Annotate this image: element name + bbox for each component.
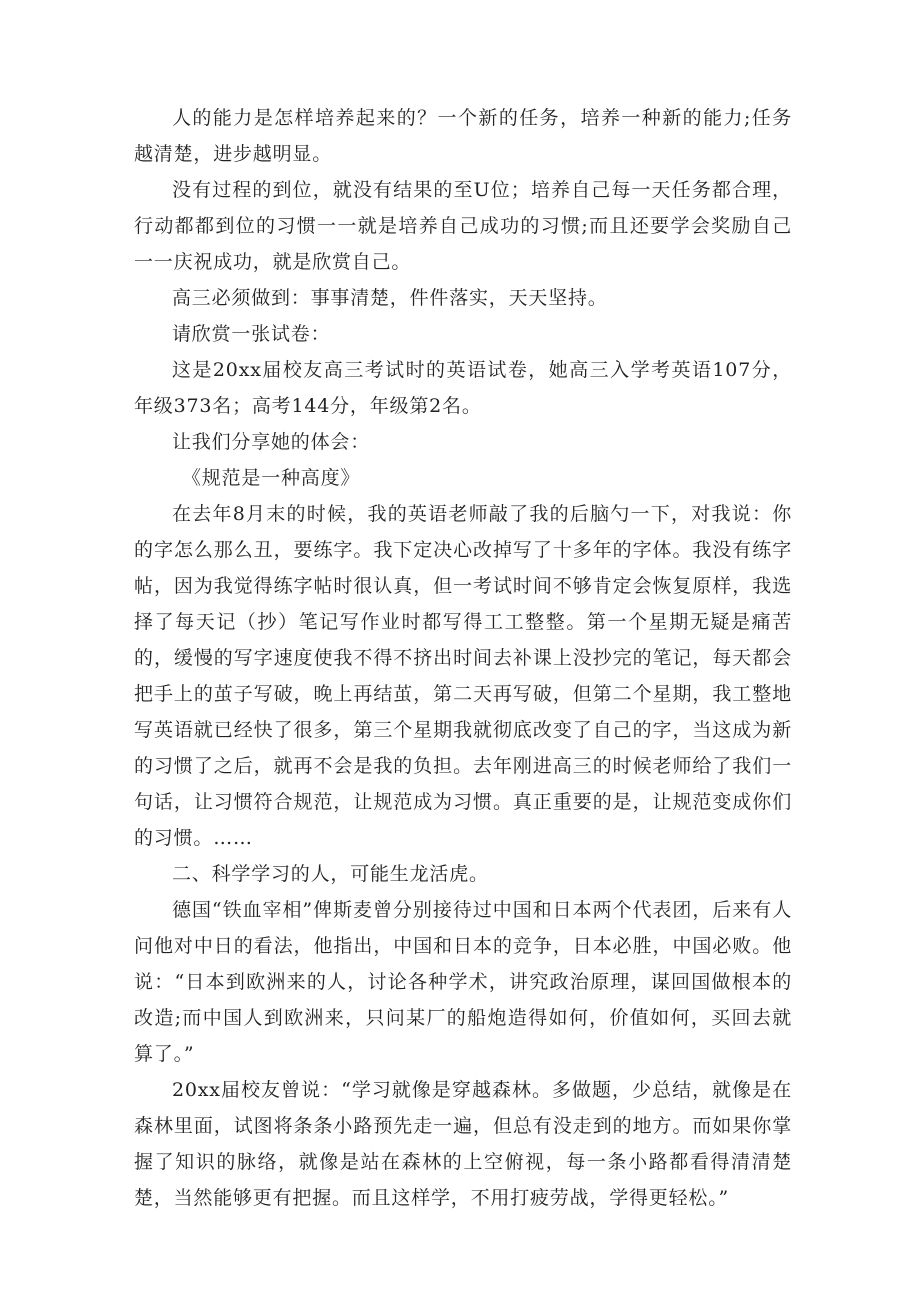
- paragraph-ability: 人的能力是怎样培养起来的？一个新的任务，培养一种新的能力;任务越清楚，进步越明显。: [134, 107, 792, 165]
- document-page: [134, 100, 792, 1216]
- paragraph-forest-analogy: 20xx届校友曾说：“学习就像是穿越森林。多做题，少总结，就像是在森林里面，试图将条条小路预先走一遍，但总有没走到的地方。而如果你掌握了知识的脉络，就像是站在森林的上空俯视，每一条小路都看得清清楚楚，当然能够更有把握。而且这样学，不用打疲劳战，学得更轻松。”: [134, 1079, 792, 1209]
- paragraph-share: 让我们分享她的体会：: [172, 431, 371, 453]
- essay-title: 《规范是一种高度》: [182, 467, 361, 489]
- paragraph-process: 没有过程的到位，就没有结果的至U位；培养自己每一天任务都合理，行动都都到位的习惯一一就是培养自己成功的习惯;而且还要学会奖励自己一一庆祝成功，就是欣赏自己。: [134, 179, 792, 273]
- paragraph-handwriting-story: 在去年8月末的时候，我的英语老师敲了我的后脑勺一下，对我说：你的字怎么那么丑，要练字。我下定决心改掉写了十多年的字体。我没有练字帖，因为我觉得练字帖时很认真，但一考试时间不够肯定会恢复原样，我选择了每天记（抄）笔记写作业时都写得工工整整。第一个星期无疑是痛苦的，缓慢的写字速度使我不得不挤出时间去补课上没抄完的笔记，每天都会把手上的茧子写破，晚上再结茧，第二天再写破，但第二个星期，我工整地写英语就已经快了很多，第三个星期我就彻底改变了自己的字，当这成为新的习惯了之后，就再不会是我的负担。去年刚进高三的时候老师给了我们一句话，让习惯符合规范，让规范成为习惯。真正重要的是，让规范变成你们的习惯。……: [134, 503, 792, 849]
- paragraph-senior-three: 高三必须做到：事事清楚，件件落实，天天坚持。: [172, 287, 608, 309]
- section-heading-scientific-learning: 二、科学学习的人，可能生龙活虎。: [172, 863, 489, 885]
- paragraph-alumna-scores: 这是20xx届校友高三考试时的英语试卷，她高三入学考英语107分，年级373名；高考144分，年级第2名。: [134, 359, 792, 417]
- paragraph-bismarck: 德国“铁血宰相”俾斯麦曾分别接待过中国和日本两个代表团，后来有人问他对中日的看法，他指出，中国和日本的竞争，日本必胜，中国必败。他说：“日本到欧洲来的人，讨论各种学术，讲究政治原理，谋回国做根本的改造;而中国人到欧洲来，只问某厂的船炮造得如何，价值如何，买回去就算了。”: [134, 899, 792, 1065]
- paragraph-exam-intro: 请欣赏一张试卷：: [172, 323, 331, 345]
